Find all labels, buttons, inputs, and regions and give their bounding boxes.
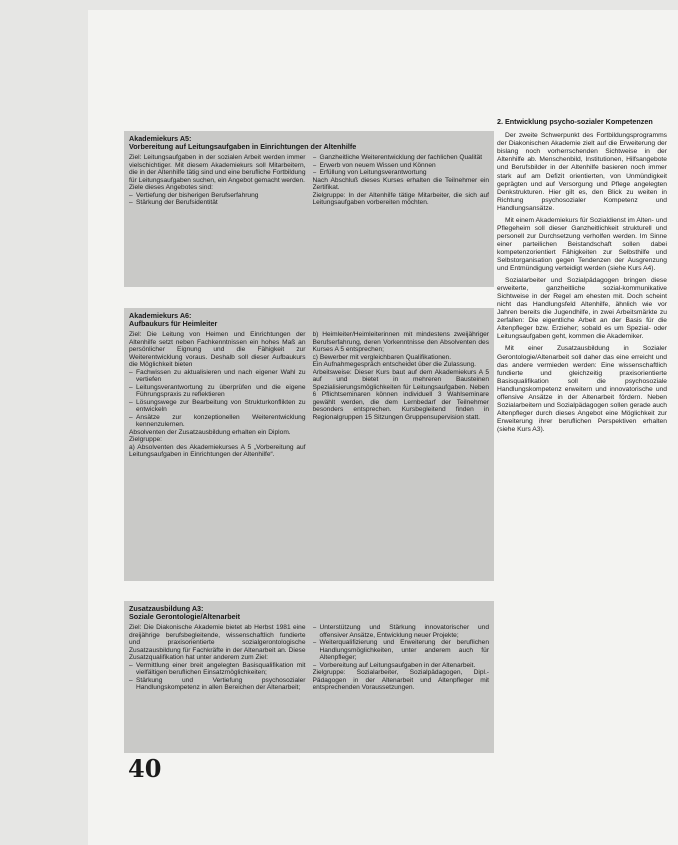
course-a6-goal-item: – Fachwissen zu aktualisieren und nach eigener Wahl zu vertiefen — [136, 369, 306, 384]
course-a5-goal-item: – Stärkung der Berufsidentität — [136, 199, 306, 207]
course-a6-right-column — [313, 331, 490, 459]
course-a5-goals-label: Ziele dieses Angebotes sind: — [129, 184, 213, 192]
course-a6-diploma: Absolventen der Zusatzausbildung erhalten ein Diplom. — [129, 428, 291, 436]
course-a5-goal-item: – Ganzheitliche Weiterentwicklung der fachlichen Qualität — [320, 154, 490, 162]
course-a6-target-b: b) Heimleiter/Heimleiterinnen mit mindestens zweijähriger Berufserfahrung, deren Vorkenntnisse den Absolventen des Kurses A 5 entsprechen; — [312, 331, 489, 354]
course-a3-goal-item: – Vorbereitung auf Leitungsaufgaben in der Altenarbeit. — [320, 662, 490, 670]
course-a6-title: Akademiekurs A6: Aufbaukurs für Heimleiter — [129, 311, 218, 329]
course-a6-admission: Ein Aufnahmegespräch entscheidet über die Zulassung. — [312, 361, 476, 369]
article-paragraph: Mit einem Akademiekurs für Sozialdienst im Alten- und Pflegeheim soll dieser Ganzheitlichkeit strukturell und personell zur Durchsetzung verholfen werden. Im Sinne einer parteilichen Beistandschaft sollen dabei kompetenzorientiert Fähigkeiten zur Selbsthilfe und Selbstorganisation gegen Tendenzen der Ausgrenzung und Entmündigung verteidigt werden (siehe Kurs A4). — [497, 216, 667, 273]
course-a3-goal-item: – Weiterqualifizierung und Erweiterung der beruflichen Handlungsmöglichkeiten, unter anderem auch für Altenpfleger; — [320, 639, 490, 662]
course-a3-goal-item: – Unterstützung und Stärkung innovatorischer und offensiver Ansätze, Entwicklung neuer Projekte; — [320, 624, 490, 639]
course-a6-target-c: c) Bewerber mit vergleichbaren Qualifikationen. — [312, 353, 452, 361]
course-a6-method: Arbeitsweise: Dieser Kurs baut auf dem Akademiekurs A 5 auf und bietet in mehreren Bausteinen Spezialisierungsmöglichkeiten für Leitungsaufgaben. Neben 6 Pflichtseminaren können individuell 3 Wahlseminare gewählt werden, die dem Lernbedarf der Teilnehmer besonders entsprechen. Kursbegleitend finden in Regionalgruppen 15 Sitzungen Gruppensupervision statt. — [312, 368, 489, 421]
course-a3-target-group: Zielgruppe: Sozialarbeiter, Sozialpädagogen, Dipl.-Pädagogen in der Altenarbeit und Altenpfleger mit entsprechenden Voraussetzungen. — [312, 669, 489, 692]
course-a5-title: Akademiekurs A5: Vorbereitung auf Leitungsaufgaben in Einrichtungen der Altenhilfe — [129, 134, 357, 152]
course-a5-left-column — [129, 154, 306, 207]
course-a5-goal-item: – Erfüllung von Leitungsverantwortung — [320, 169, 490, 177]
course-a5-target-group: Zielgruppe: In der Altenhilfe tätige Mitarbeiter, die sich auf Leitungsaufgaben vorbereiten möchten. — [312, 191, 489, 207]
course-a6-goal-text: Ziel: Die Leitung von Heimen und Einrichtungen der Altenhilfe setzt neben Fachkenntnissen ein hohes Maß an persönlicher Eignung und die Fähigkeit zur Weiterentwicklung voraus. Deshalb soll dieser Aufbaukurs die Möglichkeit bieten — [129, 331, 306, 369]
course-box-a6 — [124, 308, 494, 581]
course-a6-left-column — [129, 331, 306, 459]
course-box-a3 — [124, 601, 494, 753]
course-a6-goal-item: – Leitungsverantwortung zu überprüfen und die eigene Führungspraxis zu reflektieren — [136, 384, 306, 399]
page-number: 40 — [128, 754, 162, 783]
course-a3-title: Zusatzausbildung A3: Soziale Gerontologie/Altenarbeit — [129, 604, 241, 622]
course-a5-right-column — [313, 154, 490, 207]
course-a5-goal-item: – Erwerb von neuem Wissen und Können — [320, 162, 490, 170]
course-a6-target-a: a) Absolventen des Akademiekurses A 5 „Vorbereitung auf Leitungsaufgaben in Einrichtungen der Altenhilfe“. — [129, 443, 306, 459]
section-heading: 2. Entwicklung psycho-sozialer Kompetenzen — [497, 117, 653, 126]
course-a3-goal-item: – Stärkung und Vertiefung psychosozialer Handlungskompetenz in allen Bereichen der Altenarbeit; — [136, 677, 306, 692]
course-a6-goal-item: – Ansätze zur konzeptionellen Weiterentwicklung kennenzulernen. — [136, 414, 306, 429]
article-paragraph: Der zweite Schwerpunkt des Fortbildungsprogramms der Diakonischen Akademie zielt auf die Erweiterung der bislang noch vorherrschenden Sichtweise in der Altenhilfe ab. Menschenbild, Institutionen, Hilfsangebote und Berufsbilder in der Altenhilfe basieren noch immer stark auf am Defizit orientierten, von Unmündigkeit geprägten und auf Versorgung und Pflege angelegten Denkstrukturen. Hier gilt es, den Blick zu weiten in Richtung psychosozialer Kompetenz und Handlungsansätze. — [497, 132, 667, 212]
course-a3-left-column — [129, 624, 306, 692]
course-box-a5 — [124, 131, 494, 287]
article-paragraph: Mit einer Zusatzausbildung in Sozialer Gerontologie/Altenarbeit soll daher das eine erreicht und das andere vermieden werden: Eine wissenschaftlich fundierte und gleichzeitig praxisorientierte Basisqualifikation soll die psychosoziale Handlungskompetenz erweitern und innovatorische und offensive Ansätze in der Altenarbeit fördern. Neben Sozialarbeitern und Sozialpädagogen sollen gerade auch Altenpfleger durch dieses Angebot eine Möglichkeit zur Erweiterung ihrer beruflichen Perspektiven erhalten (siehe Kurs A3). — [497, 345, 667, 433]
course-a5-goal-item: – Vertiefung der bisherigen Berufserfahrung — [136, 192, 306, 200]
course-a6-goal-item: – Lösungswege zur Bearbeitung von Strukturkonflikten zu entwickeln — [136, 399, 306, 414]
article-paragraph: Sozialarbeiter und Sozialpädagogen bringen diese erweiterte, ganzheitliche sozial-kommunikative Sichtweise in der Regel am ehesten mit. Doch scheint nicht das Handlungsfeld Altenhilfe, ähnlich wie vor Jahren bereits die Jugendhilfe, in zwei Arbeitsmärkte zu zerfallen: Die eigentliche Arbeit an der Basis für die Altenpfleger bzw. Erzieher; sobald es um Spezial- oder Leitungsaufgaben geht, kommen die Akademiker. — [497, 277, 667, 341]
course-a3-goal-text: Ziel: Die Diakonische Akademie bietet ab Herbst 1981 eine dreijährige berufsbegleitende, wissenschaftlich fundierte und praxisorientierte sozialgerontologische Zusatzausbildung für Fachkräfte in der Altenarbeit an. Diese Zusatzqualifikation hat unter anderem zum Ziel: — [129, 624, 306, 662]
course-a3-goal-item: – Vermittlung einer breit angelegten Basisqualifikation mit vielfältigen beruflichen Einsatzmöglichkeiten; — [136, 662, 306, 677]
course-a3-right-column — [313, 624, 490, 692]
course-a6-target-label: Zielgruppe: — [129, 436, 162, 444]
course-a5-certificate: Nach Abschluß dieses Kurses erhalten die Teilnehmer ein Zertifikat. — [312, 176, 489, 192]
course-a5-goal-text: Ziel: Leitungsaufgaben in der sozialen Arbeit werden immer vielschichtiger. Mit diesem Akademiekurs soll Mitarbeitern, die in der Altenhilfe tätig sind und eine berufliche Fortbildung für Leitungsaufgaben suchen, ein Angebot gemacht werden. — [129, 154, 306, 184]
article-column — [497, 118, 667, 438]
